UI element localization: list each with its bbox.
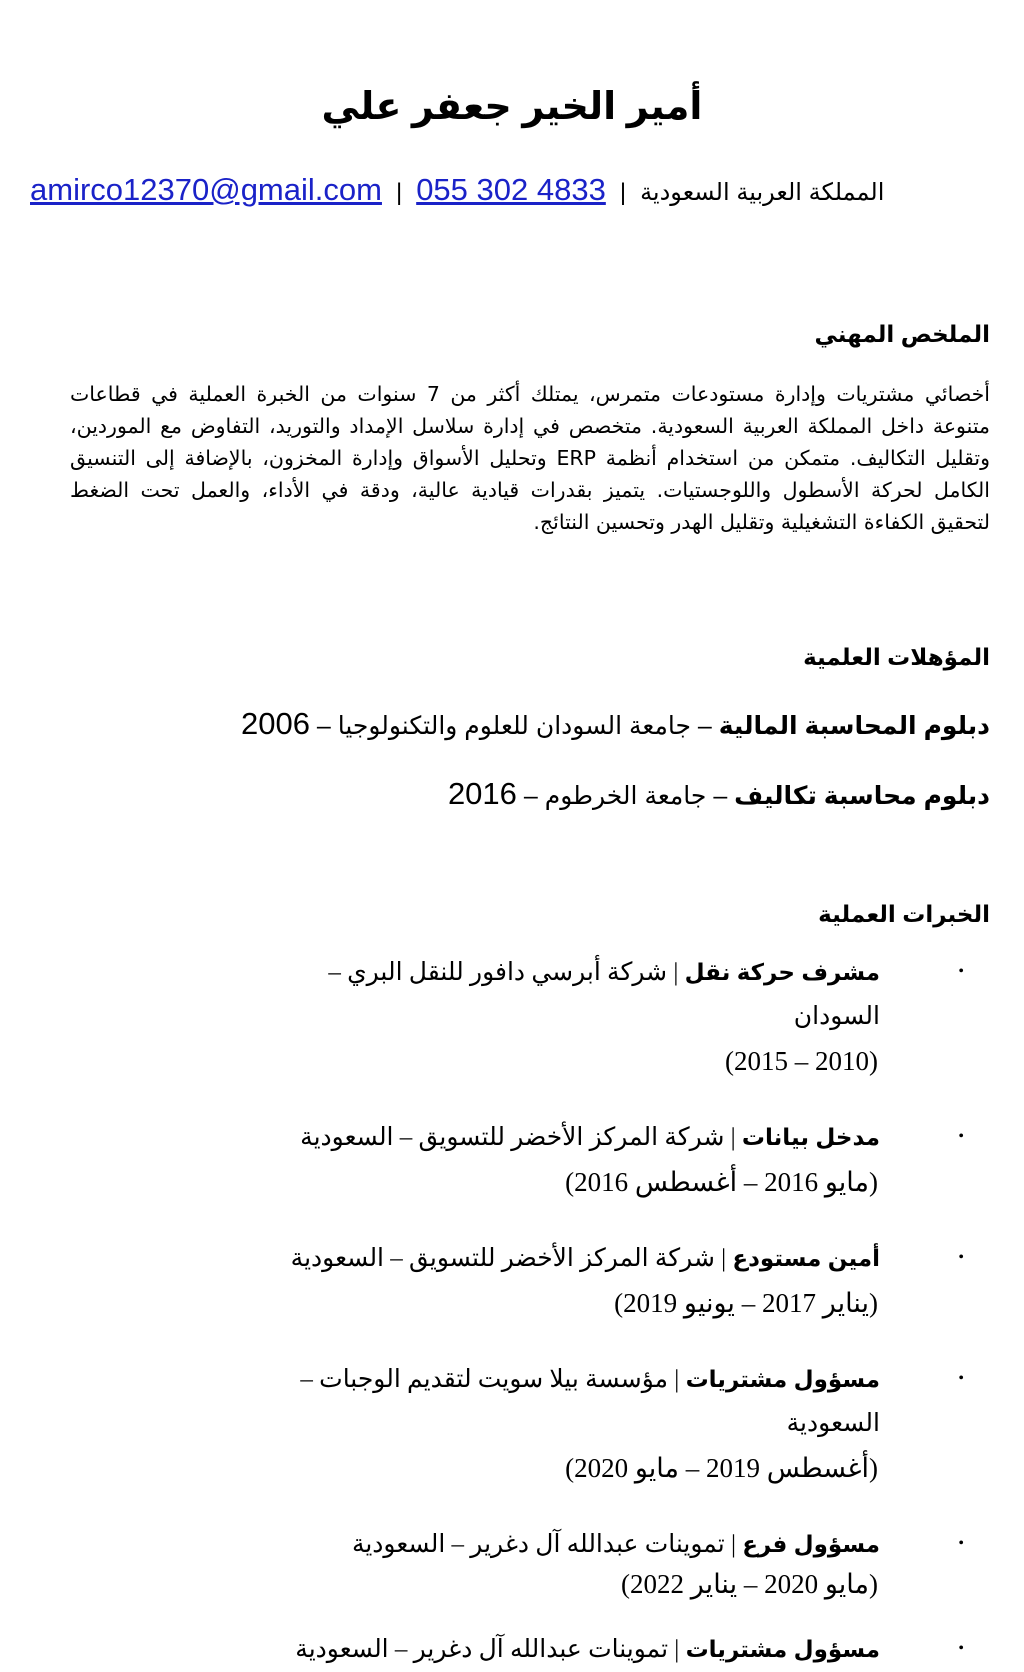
- experience-company: | شركة أبرسي دافور للنقل البري – السودان: [328, 959, 880, 1030]
- candidate-name: أمير الخير جعفر علي: [321, 86, 703, 128]
- bullet-icon: •: [958, 1128, 964, 1145]
- experience-role: أمين مستودع: [732, 1245, 880, 1271]
- qualification-year: 2016: [447, 776, 517, 811]
- experience-role: مسؤول مشتريات: [685, 1366, 880, 1392]
- qualification-year: 2006: [240, 706, 310, 741]
- experience-item: [244, 1522, 964, 1601]
- experience-list: [244, 950, 964, 1672]
- bullet-icon: •: [958, 1640, 964, 1657]
- contact-line: [30, 170, 1000, 213]
- summary-paragraph: أخصائي مشتريات وإدارة مستودعات متمرس، يمتلك أكثر من 7 سنوات من الخبرة العملية في قطاعات متنوعة داخل المملكة العربية السعودية. متخصص في إدارة سلاسل الإمداد والتوريد، التفاوض مع الموردين، وتقليل التكاليف. متمكن من استخدام أنظمة ERP وتحليل الأسواق وإدارة المخزون، بالإضافة إلى التنسيق الكامل لحركة الأسطول واللوجستيات. يتميز بقدرات قيادية عالية، ودقة في الأداء، والعمل تحت الضغط لتحقيق الكفاءة التشغيلية وتقليل الهدر وتحسين النتائج.: [70, 382, 991, 534]
- experience-item: [244, 1115, 964, 1204]
- contact-separator: |: [395, 179, 403, 206]
- experience-item: [244, 1357, 964, 1490]
- experience-role: مسؤول فرع: [742, 1531, 880, 1557]
- qualification-item: [448, 776, 990, 814]
- bullet-icon: •: [958, 1370, 964, 1387]
- experience-item: [244, 950, 964, 1083]
- experience-item: [244, 1236, 964, 1325]
- experience-dates: (مايو 2016 – أغسطس 2016): [565, 1167, 878, 1197]
- experience-company: | شركة المركز الأخضر للتسويق – السعودية: [300, 1124, 736, 1151]
- email-link[interactable]: amirco12370@gmail.com: [30, 172, 382, 207]
- phone-link[interactable]: 055 302 4833: [416, 172, 606, 207]
- experience-role: مسؤول مشتريات: [685, 1636, 880, 1662]
- qualification-item: [241, 706, 990, 744]
- qualification-title: دبلوم محاسبة تكاليف: [734, 782, 990, 810]
- experience-dates: (أغسطس 2019 – مايو 2020): [565, 1453, 878, 1483]
- qualification-institution: – جامعة السودان للعلوم والتكنولوجيا –: [316, 712, 712, 740]
- experience-dates: (مايو 2020 – يناير 2022): [621, 1569, 878, 1599]
- experience-heading: الخبرات العملية: [818, 901, 990, 927]
- contact-separator: |: [619, 179, 627, 206]
- country-text: المملكة العربية السعودية: [640, 179, 885, 206]
- bullet-icon: •: [958, 1249, 964, 1266]
- qualification-institution: – جامعة الخرطوم –: [523, 782, 728, 810]
- bullet-icon: •: [958, 963, 964, 980]
- experience-role: مشرف حركة نقل: [684, 959, 880, 985]
- summary-heading: الملخص المهني: [814, 321, 990, 347]
- experience-company: | مؤسسة بيلا سويت لتقديم الوجبات – السعودية: [300, 1366, 880, 1437]
- experience-company: | تموينات عبدالله آل دغرير – السعودية: [295, 1636, 680, 1663]
- bullet-icon: •: [958, 1535, 964, 1552]
- qualification-title: دبلوم المحاسبة المالية: [718, 712, 990, 740]
- qualifications-heading: المؤهلات العلمية: [803, 644, 990, 670]
- experience-dates: (يناير 2017 – يونيو 2019): [614, 1288, 878, 1318]
- experience-company: | شركة المركز الأخضر للتسويق – السعودية: [290, 1245, 727, 1272]
- experience-item: [244, 1627, 964, 1672]
- experience-role: مدخل بيانات: [741, 1124, 880, 1150]
- experience-company: | تموينات عبدالله آل دغرير – السعودية: [351, 1531, 736, 1558]
- experience-dates: (2010 – 2015): [725, 1046, 878, 1076]
